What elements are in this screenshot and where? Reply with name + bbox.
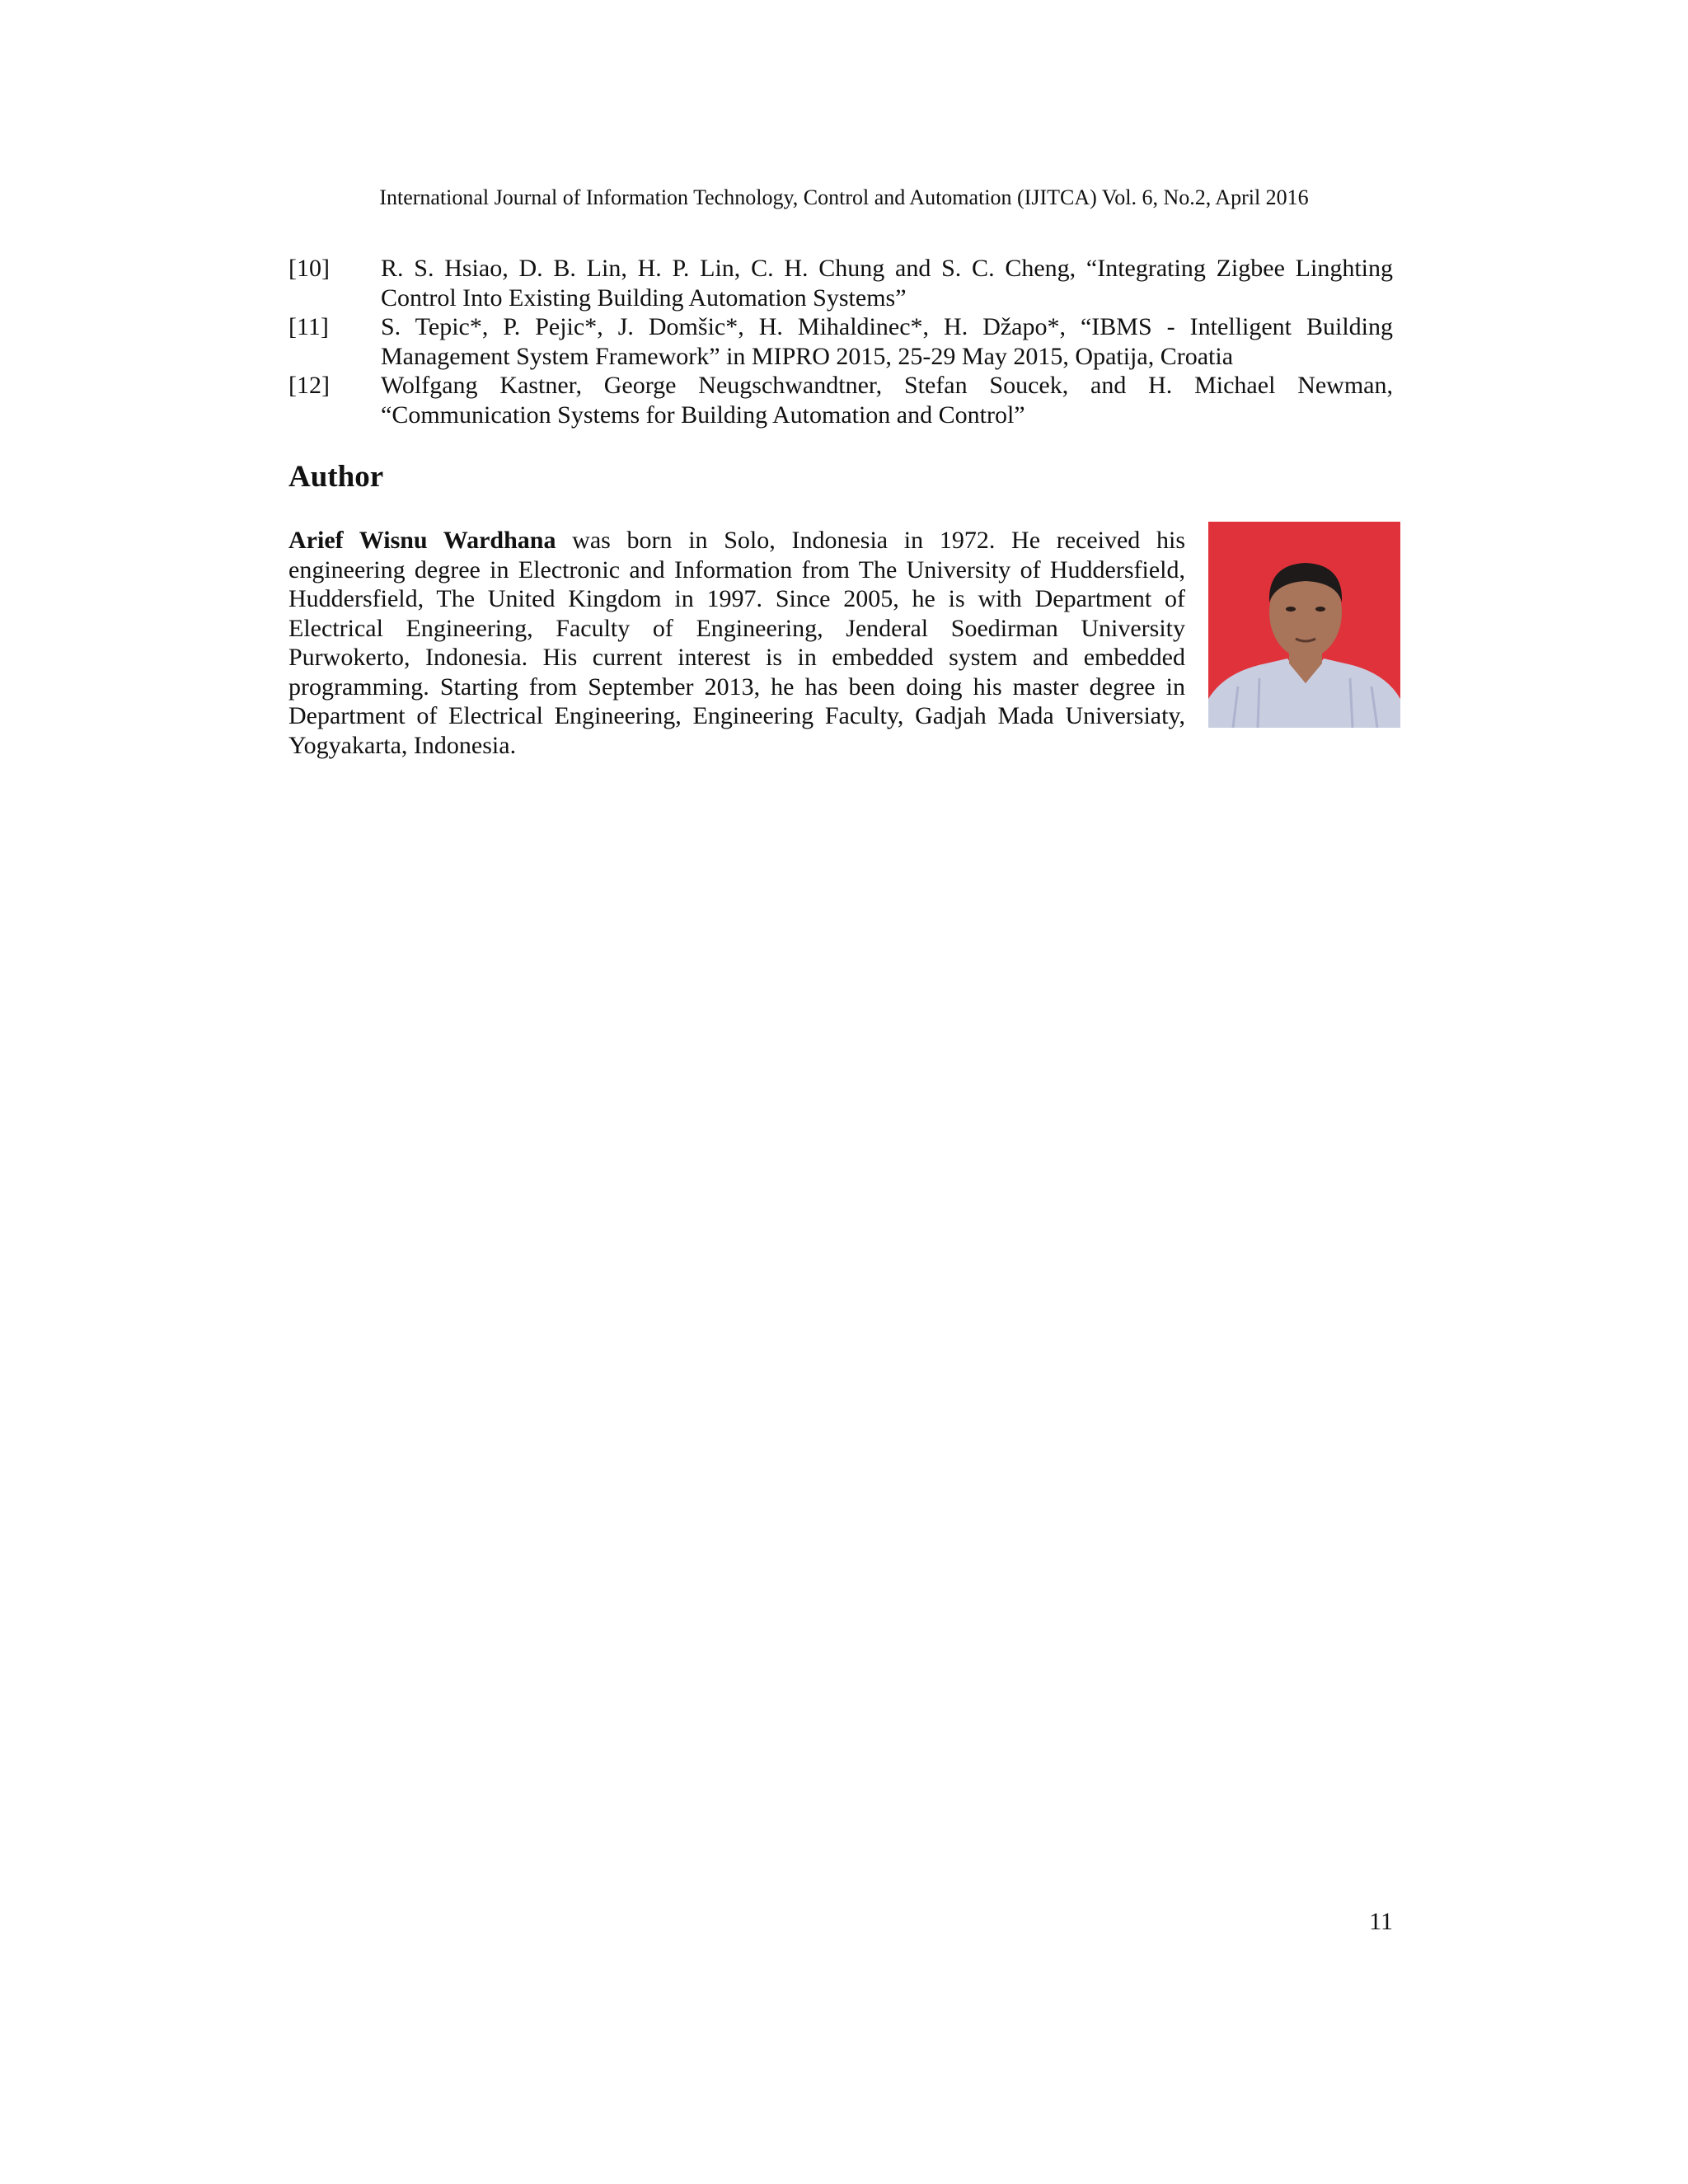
reference-item [288, 312, 1393, 371]
author-photo [1208, 522, 1400, 728]
author-portrait [1208, 522, 1400, 728]
reference-item [288, 254, 1393, 312]
reference-text: S. Tepic*, P. Pejic*, J. Domšic*, H. Mihaldinec*, H. Džapo*, “IBMS - Intelligent Building Management System Framework” in MIPRO 2015, 25-29 May 2015, Opatija, Croatia [381, 313, 1393, 370]
author-biography [288, 526, 1185, 760]
reference-list [288, 254, 1393, 429]
reference-item [288, 371, 1393, 429]
journal-running-header: International Journal of Information Technology, Control and Automation (IJITCA) Vol. 6, No.2, April 2016 [379, 185, 1309, 209]
author-section-heading: Author [288, 460, 384, 494]
reference-text: R. S. Hsiao, D. B. Lin, H. P. Lin, C. H. Chung and S. C. Cheng, “Integrating Zigbee Linghting Control Into Existing Building Automation Systems” [381, 255, 1393, 312]
reference-number: [12] [288, 372, 330, 399]
reference-text: Wolfgang Kastner, George Neugschwandtner, Stefan Soucek, and H. Michael Newman, “Communication Systems for Building Automation and Control” [381, 372, 1393, 429]
page-number: 11 [1369, 1908, 1393, 1935]
reference-number: [10] [288, 255, 330, 282]
author-name: Arief Wisnu Wardhana [288, 527, 556, 554]
reference-number: [11] [288, 313, 329, 340]
author-bio-text: was born in Solo, Indonesia in 1972. He received his engineering degree in Electronic and Information from The University of Huddersfield, Huddersfield, The United Kingdom in 1997. Since 2005, he is with Department of Electrical Engineering, Faculty of Engineering, Jenderal Soedirman University Purwokerto, Indonesia. His current interest is in embedded system and embedded programming. Starting from September 2013, he has been doing his master degree in Department of Electrical Engineering, Engineering Faculty, Gadjah Mada Universiaty, Yogyakarta, Indonesia. [288, 527, 1185, 759]
